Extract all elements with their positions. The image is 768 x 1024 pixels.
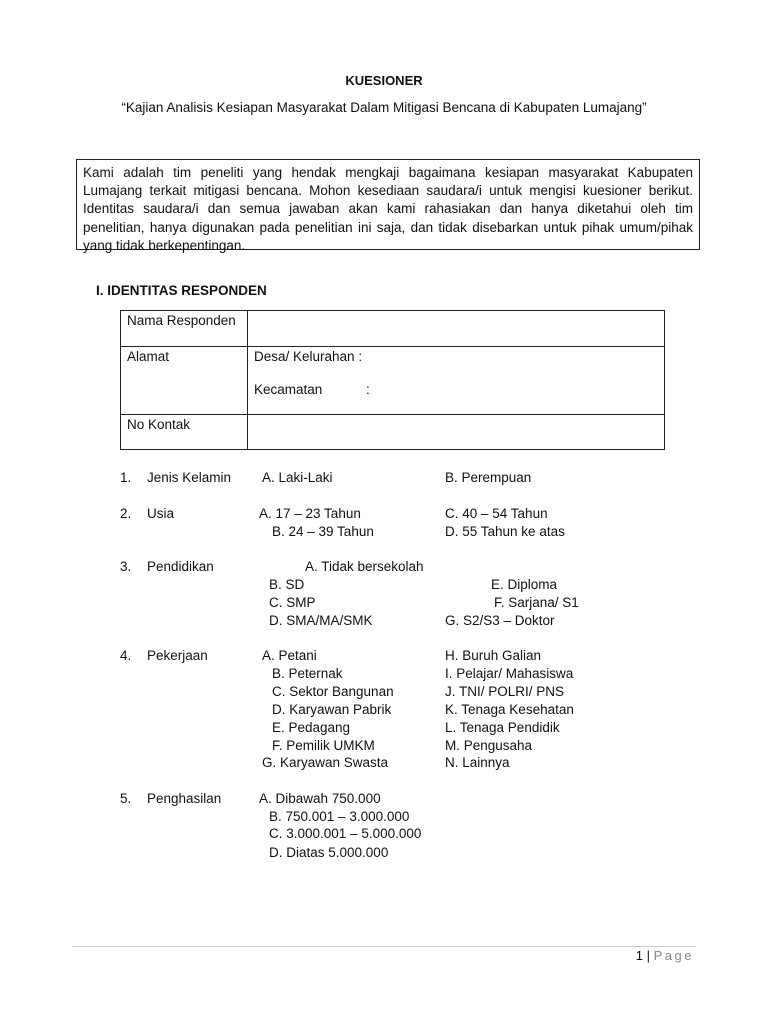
option-h[interactable]: H. Buruh Galian [445,648,542,663]
option-b[interactable]: B. 24 – 39 Tahun [272,524,374,539]
document-subtitle: “Kajian Analisis Kesiapan Masyarakat Dalam Mitigasi Bencana di Kabupaten Lumajang” [121,100,647,115]
option-b[interactable]: B. Perempuan [445,470,532,485]
option-d[interactable]: D. SMA/MA/SMK [269,613,373,628]
option-a[interactable]: A. Laki-Laki [262,470,333,485]
kecamatan-row [254,382,658,397]
page-number: 1 [635,948,643,963]
option-i[interactable]: I. Pelajar/ Mahasiswa [445,666,574,681]
option-k[interactable]: K. Tenaga Kesehatan [445,702,574,717]
question-label: Usia [147,506,175,521]
option-e[interactable]: E. Diploma [491,577,558,592]
option-m[interactable]: M. Pengusaha [445,738,533,753]
option-c[interactable]: C. 3.000.001 – 5.000.000 [269,826,422,841]
question-number: 2. [120,506,132,521]
option-a[interactable]: A. Petani [262,648,317,663]
footer-divider [72,946,696,947]
kontak-field[interactable] [248,415,665,450]
question-number: 3. [120,559,132,574]
page-footer [636,948,694,963]
document-title: KUESIONER [345,73,423,88]
option-b[interactable]: B. Peternak [272,666,343,681]
section-title-identitas: I. IDENTITAS RESPONDEN [96,283,267,298]
option-d[interactable]: D. Karyawan Pabrik [272,702,392,717]
option-f[interactable]: F. Pemilik UMKM [272,738,375,753]
kecamatan-label: Kecamatan [254,382,323,397]
kontak-label: No Kontak [121,415,248,450]
option-c[interactable]: C. SMP [269,595,316,610]
kecamatan-colon: : [366,382,370,397]
question-label: Jenis Kelamin [147,470,232,485]
option-n[interactable]: N. Lainnya [445,755,510,770]
page-separator: | [646,948,650,963]
question-number: 4. [120,648,132,663]
nama-field[interactable] [248,311,665,347]
desa-label: Desa/ Kelurahan : [254,349,363,364]
option-f[interactable]: F. Sarjana/ S1 [494,595,579,610]
question-label: Penghasilan [147,791,222,806]
option-b[interactable]: B. 750.001 – 3.000.000 [269,809,410,824]
option-a[interactable]: A. 17 – 23 Tahun [259,506,361,521]
option-c[interactable]: C. Sektor Bangunan [272,684,394,699]
question-number: 5. [120,791,132,806]
page-word: Page [653,948,694,963]
option-e[interactable]: E. Pedagang [272,720,351,735]
intro-box: Kami adalah tim peneliti yang hendak mengkaji bagaimana kesiapan masyarakat Kabupaten Lumajang terkait mitigasi bencana. Mohon kesediaan saudara/i untuk mengisi kuesioner berikut. Identitas saudara/i dan semua jawaban akan kami rahasiakan dan hanya diketahui oleh tim penelitian, hanya digunakan pada penelitian ini saja, dan tidak disebarkan untuk pihak umum/pihak yang tidak berkepentingan. [76,159,700,250]
question-label: Pekerjaan [147,648,208,663]
option-a[interactable]: A. Dibawah 750.000 [259,791,381,806]
respondent-identity-table [120,310,665,450]
question-number: 1. [120,470,132,485]
option-g[interactable]: G. S2/S3 – Doktor [445,613,555,628]
option-j[interactable]: J. TNI/ POLRI/ PNS [445,684,565,699]
option-b[interactable]: B. SD [269,577,305,592]
option-l[interactable]: L. Tenaga Pendidik [445,720,560,735]
option-d[interactable]: D. Diatas 5.000.000 [269,845,389,860]
alamat-label: Alamat [121,347,248,415]
nama-label: Nama Responden [121,311,248,347]
option-g[interactable]: G. Karyawan Swasta [262,755,389,770]
question-label: Pendidikan [147,559,214,574]
option-c[interactable]: C. 40 – 54 Tahun [445,506,548,521]
option-d[interactable]: D. 55 Tahun ke atas [445,524,565,539]
option-a[interactable]: A. Tidak bersekolah [305,559,424,574]
alamat-field[interactable] [248,347,665,415]
